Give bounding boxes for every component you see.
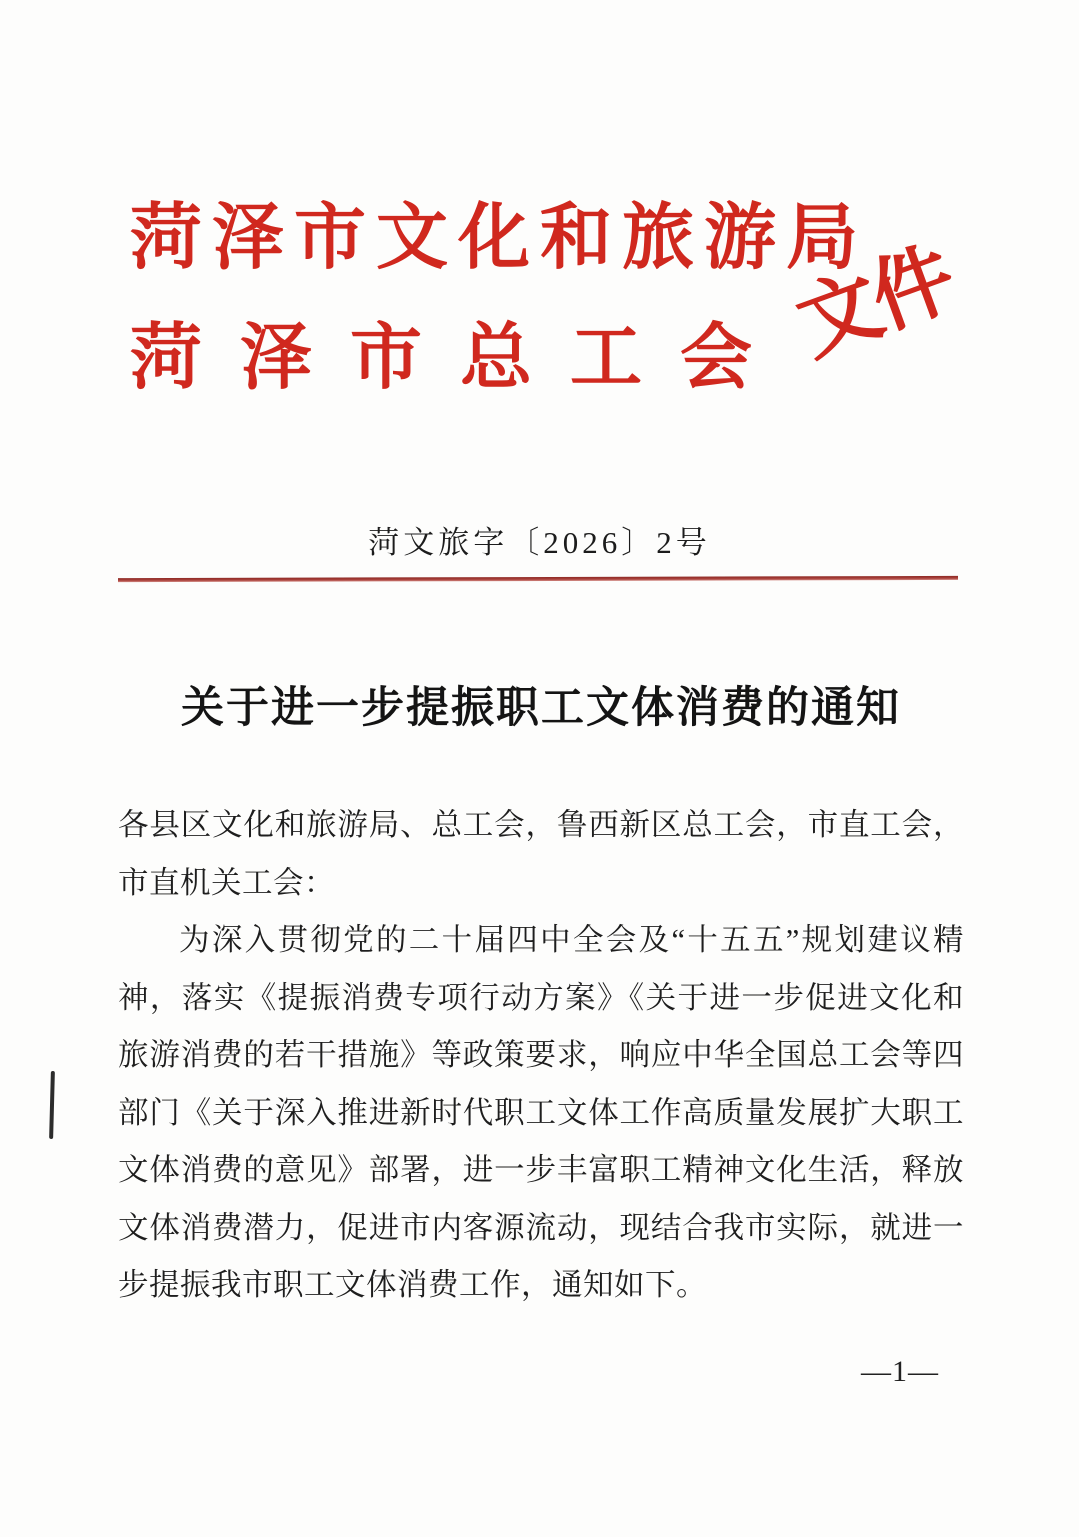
body-paragraph: 为深入贯彻党的二十届四中全会及“十五五”规划建议精神，落实《提振消费专项行动方案》《关于进一步促进文化和旅游消费的若干措施》等政策要求，响应中华全国总工会等四部门《关于深入推进新时代职工文体工作高质量发展扩大职工文体消费的意见》部署，进一步丰富职工精神文化生活，释放文体消费潜力，促进市内客源流动，现结合我市实际，就进一步提振我市职工文体消费工作，通知如下。 xyxy=(118,923,964,1302)
document-title: 关于进一步提振职工文体消费的通知 xyxy=(181,685,901,732)
issuing-orgs xyxy=(130,198,869,398)
red-divider-line xyxy=(118,576,958,582)
reference-number: 菏文旅字〔2026〕2号 xyxy=(368,525,711,560)
addressee-line: 各县区文化和旅游局、总工会，鲁西新区总工会，市直工会，市直机关工会： xyxy=(118,808,964,900)
page-number: —1— xyxy=(861,1355,939,1388)
scan-artifact-mark xyxy=(49,1071,55,1139)
issuing-org-line2: 菏泽市总工会 xyxy=(130,318,791,398)
document-body xyxy=(118,797,964,1315)
issuing-org-line1: 菏泽市文化和旅游局 xyxy=(130,198,869,278)
doc-type-label: 文件 xyxy=(785,233,964,372)
